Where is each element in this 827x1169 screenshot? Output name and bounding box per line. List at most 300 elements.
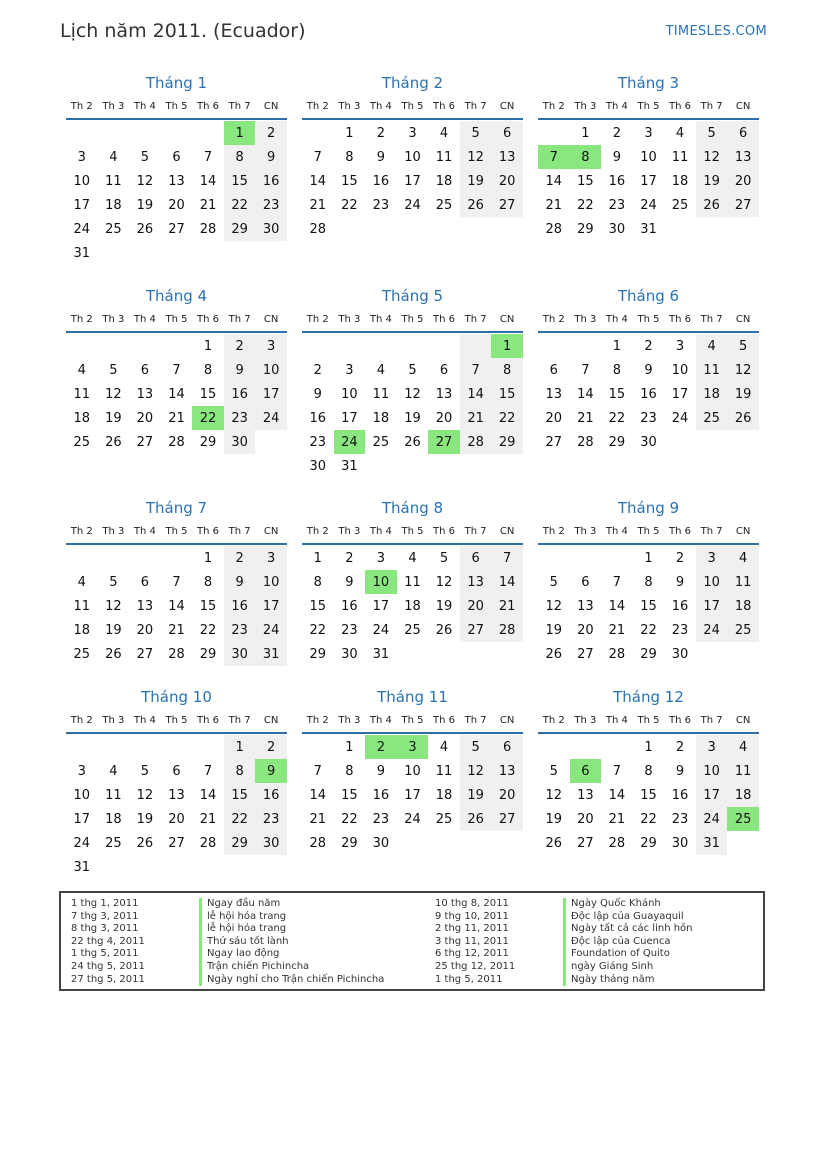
day-cell[interactable]: 25 [435, 811, 453, 827]
day-cell[interactable]: 28 [545, 221, 563, 237]
day-cell[interactable]: 13 [136, 386, 154, 402]
day-cell[interactable]: 26 [727, 406, 759, 430]
day-cell[interactable]: 16 [372, 173, 390, 189]
day-cell[interactable]: 23 [372, 811, 390, 827]
day-cell[interactable]: 2 [612, 125, 622, 141]
day-cell[interactable]: 14 [608, 598, 626, 614]
day-cell[interactable]: 8 [612, 362, 622, 378]
day-cell[interactable]: 27 [491, 193, 523, 217]
day-cell[interactable]: 24 [671, 410, 689, 426]
day-cell[interactable]: 6 [581, 574, 590, 590]
day-cell[interactable]: 15 [341, 173, 358, 189]
day-cell[interactable]: 17 [404, 173, 421, 189]
day-cell[interactable]: 15 [640, 598, 657, 614]
day-cell[interactable]: 22 [224, 807, 256, 831]
day-cell[interactable]: 23 [255, 193, 287, 217]
day-cell[interactable]: 19 [105, 622, 122, 638]
day-cell[interactable]: 26 [435, 622, 453, 638]
day-cell[interactable]: 12 [435, 574, 453, 590]
day-cell[interactable]: 8 [224, 759, 256, 783]
day-cell[interactable]: 1 [644, 739, 653, 755]
day-cell[interactable]: 27 [545, 434, 563, 450]
day-cell[interactable]: 18 [435, 787, 453, 803]
day-cell[interactable]: 30 [224, 430, 256, 454]
day-cell[interactable]: 29 [224, 217, 256, 241]
day-cell[interactable]: 26 [460, 807, 492, 831]
day-cell[interactable]: 30 [671, 835, 689, 851]
day-cell[interactable]: 16 [255, 169, 287, 193]
day-cell[interactable]: 19 [136, 811, 154, 827]
day-cell[interactable]: 18 [73, 410, 91, 426]
day-cell[interactable]: 15 [309, 598, 327, 614]
day-cell[interactable]: 19 [545, 622, 563, 638]
day-cell[interactable]: 13 [491, 759, 523, 783]
day-cell[interactable]: 11 [696, 358, 728, 382]
day-cell[interactable]: 14 [608, 787, 626, 803]
day-cell[interactable]: 26 [545, 646, 563, 662]
day-cell[interactable]: 23 [341, 622, 358, 638]
day-cell[interactable]: 11 [73, 598, 91, 614]
day-cell[interactable]: 21 [608, 811, 626, 827]
day-cell[interactable]: 25 [73, 434, 91, 450]
day-cell[interactable]: 4 [77, 362, 86, 378]
day-cell[interactable]: 13 [577, 787, 594, 803]
day-cell[interactable]: 11 [727, 759, 759, 783]
day-cell[interactable]: 12 [460, 759, 492, 783]
day-cell[interactable]: 14 [168, 598, 185, 614]
day-cell[interactable]: 24 [404, 197, 421, 213]
day-cell[interactable]: 7 [313, 149, 322, 165]
day-cell[interactable]: 20 [136, 622, 154, 638]
day-cell[interactable]: 26 [404, 434, 421, 450]
day-cell[interactable]: 3 [255, 546, 287, 570]
day-cell[interactable]: 30 [341, 646, 358, 662]
day-cell[interactable]: 14 [199, 173, 217, 189]
day-cell[interactable]: 20 [168, 197, 185, 213]
day-cell[interactable]: 17 [372, 598, 390, 614]
day-cell[interactable]: 17 [696, 594, 728, 618]
day-cell[interactable]: 16 [224, 382, 256, 406]
day-cell[interactable]: 24 [73, 221, 91, 237]
day-cell[interactable]: 29 [199, 646, 217, 662]
day-cell[interactable]: 2 [255, 735, 287, 759]
day-cell[interactable]: 28 [577, 434, 594, 450]
day-cell[interactable]: 13 [168, 173, 185, 189]
day-cell[interactable]: 21 [199, 811, 217, 827]
day-cell[interactable]: 23 [372, 197, 390, 213]
day-cell[interactable]: 27 [168, 835, 185, 851]
day-cell[interactable]: 29 [608, 434, 626, 450]
day-cell[interactable]: 27 [727, 193, 759, 217]
day-cell[interactable]: 12 [105, 386, 122, 402]
day-cell[interactable]: 14 [309, 173, 327, 189]
day-cell[interactable]: 18 [727, 783, 759, 807]
day-cell[interactable]: 6 [439, 362, 449, 378]
day-cell[interactable]: 19 [105, 410, 122, 426]
day-cell[interactable]: 3 [696, 735, 728, 759]
day-cell[interactable]: 11 [435, 149, 453, 165]
day-cell[interactable]: 4 [727, 546, 759, 570]
holiday-day-cell[interactable]: 10 [365, 570, 397, 594]
day-cell[interactable]: 6 [727, 121, 759, 145]
day-cell[interactable]: 4 [675, 125, 685, 141]
day-cell[interactable]: 2 [313, 362, 322, 378]
day-cell[interactable]: 9 [376, 763, 386, 779]
day-cell[interactable]: 14 [309, 787, 327, 803]
day-cell[interactable]: 23 [671, 622, 689, 638]
day-cell[interactable]: 24 [255, 406, 287, 430]
day-cell[interactable]: 21 [309, 811, 327, 827]
day-cell[interactable]: 8 [203, 574, 213, 590]
holiday-day-cell[interactable]: 7 [538, 145, 570, 169]
day-cell[interactable]: 27 [136, 434, 154, 450]
day-cell[interactable]: 2 [255, 121, 287, 145]
day-cell[interactable]: 5 [408, 362, 417, 378]
day-cell[interactable]: 6 [140, 574, 150, 590]
day-cell[interactable]: 28 [460, 430, 492, 454]
day-cell[interactable]: 28 [608, 646, 626, 662]
day-cell[interactable]: 15 [491, 382, 523, 406]
day-cell[interactable]: 9 [644, 362, 653, 378]
day-cell[interactable]: 18 [727, 594, 759, 618]
day-cell[interactable]: 5 [140, 763, 150, 779]
day-cell[interactable]: 5 [696, 121, 728, 145]
day-cell[interactable]: 3 [408, 125, 417, 141]
day-cell[interactable]: 12 [136, 173, 154, 189]
day-cell[interactable]: 14 [199, 787, 217, 803]
day-cell[interactable]: 27 [577, 646, 594, 662]
day-cell[interactable]: 19 [460, 783, 492, 807]
day-cell[interactable]: 18 [671, 173, 689, 189]
day-cell[interactable]: 9 [612, 149, 622, 165]
day-cell[interactable]: 1 [203, 338, 213, 354]
day-cell[interactable]: 11 [105, 787, 122, 803]
day-cell[interactable]: 30 [309, 458, 327, 474]
day-cell[interactable]: 19 [727, 382, 759, 406]
day-cell[interactable]: 3 [675, 338, 685, 354]
day-cell[interactable]: 31 [73, 245, 91, 261]
holiday-day-cell[interactable]: 24 [334, 430, 366, 454]
day-cell[interactable]: 15 [640, 787, 657, 803]
day-cell[interactable]: 26 [105, 434, 122, 450]
day-cell[interactable]: 16 [309, 410, 327, 426]
day-cell[interactable]: 6 [460, 546, 492, 570]
day-cell[interactable]: 2 [675, 739, 685, 755]
day-cell[interactable]: 6 [549, 362, 558, 378]
day-cell[interactable]: 7 [203, 149, 213, 165]
day-cell[interactable]: 25 [105, 221, 122, 237]
day-cell[interactable]: 2 [345, 550, 354, 566]
day-cell[interactable]: 21 [199, 197, 217, 213]
day-cell[interactable]: 17 [696, 783, 728, 807]
day-cell[interactable]: 7 [612, 763, 622, 779]
day-cell[interactable]: 15 [199, 386, 217, 402]
day-cell[interactable]: 1 [581, 125, 590, 141]
day-cell[interactable]: 14 [577, 386, 594, 402]
day-cell[interactable]: 12 [404, 386, 421, 402]
day-cell[interactable]: 9 [345, 574, 354, 590]
day-cell[interactable]: 9 [224, 570, 256, 594]
day-cell[interactable]: 30 [255, 831, 287, 855]
day-cell[interactable]: 2 [224, 546, 256, 570]
day-cell[interactable]: 12 [136, 787, 154, 803]
day-cell[interactable]: 27 [136, 646, 154, 662]
day-cell[interactable]: 7 [581, 362, 590, 378]
day-cell[interactable]: 18 [372, 410, 390, 426]
day-cell[interactable]: 20 [577, 811, 594, 827]
day-cell[interactable]: 3 [77, 763, 86, 779]
day-cell[interactable]: 3 [255, 334, 287, 358]
day-cell[interactable]: 31 [341, 458, 358, 474]
day-cell[interactable]: 1 [345, 739, 354, 755]
day-cell[interactable]: 23 [640, 410, 657, 426]
day-cell[interactable]: 6 [172, 763, 181, 779]
day-cell[interactable]: 27 [460, 618, 492, 642]
day-cell[interactable]: 8 [644, 763, 653, 779]
day-cell[interactable]: 26 [545, 835, 563, 851]
day-cell[interactable]: 10 [255, 358, 287, 382]
day-cell[interactable]: 8 [644, 574, 653, 590]
day-cell[interactable]: 25 [404, 622, 421, 638]
day-cell[interactable]: 20 [168, 811, 185, 827]
day-cell[interactable]: 29 [640, 835, 657, 851]
day-cell[interactable]: 28 [168, 434, 185, 450]
day-cell[interactable]: 1 [612, 338, 622, 354]
day-cell[interactable]: 3 [345, 362, 354, 378]
day-cell[interactable]: 8 [491, 358, 523, 382]
day-cell[interactable]: 23 [608, 197, 626, 213]
day-cell[interactable]: 29 [199, 434, 217, 450]
day-cell[interactable]: 13 [136, 598, 154, 614]
day-cell[interactable]: 25 [696, 406, 728, 430]
day-cell[interactable]: 14 [491, 570, 523, 594]
day-cell[interactable]: 18 [404, 598, 421, 614]
day-cell[interactable]: 18 [696, 382, 728, 406]
day-cell[interactable]: 5 [109, 362, 118, 378]
day-cell[interactable]: 18 [435, 173, 453, 189]
day-cell[interactable]: 11 [105, 173, 122, 189]
day-cell[interactable]: 20 [491, 169, 523, 193]
day-cell[interactable]: 5 [549, 763, 558, 779]
day-cell[interactable]: 4 [408, 550, 417, 566]
day-cell[interactable]: 10 [404, 763, 421, 779]
day-cell[interactable]: 12 [696, 145, 728, 169]
day-cell[interactable]: 5 [439, 550, 449, 566]
day-cell[interactable]: 9 [255, 145, 287, 169]
day-cell[interactable]: 18 [73, 622, 91, 638]
day-cell[interactable]: 5 [140, 149, 150, 165]
day-cell[interactable]: 7 [172, 574, 181, 590]
holiday-day-cell[interactable]: 1 [491, 334, 523, 358]
day-cell[interactable]: 17 [73, 197, 91, 213]
day-cell[interactable]: 10 [696, 570, 728, 594]
day-cell[interactable]: 13 [435, 386, 453, 402]
day-cell[interactable]: 4 [727, 735, 759, 759]
day-cell[interactable]: 8 [345, 763, 354, 779]
day-cell[interactable]: 23 [255, 807, 287, 831]
day-cell[interactable]: 29 [309, 646, 327, 662]
day-cell[interactable]: 22 [640, 622, 657, 638]
day-cell[interactable]: 17 [255, 594, 287, 618]
day-cell[interactable]: 21 [460, 406, 492, 430]
day-cell[interactable]: 4 [109, 763, 118, 779]
day-cell[interactable]: 10 [696, 759, 728, 783]
day-cell[interactable]: 13 [577, 598, 594, 614]
day-cell[interactable]: 4 [77, 574, 86, 590]
day-cell[interactable]: 20 [545, 410, 563, 426]
day-cell[interactable]: 14 [545, 173, 563, 189]
day-cell[interactable]: 24 [696, 807, 728, 831]
day-cell[interactable]: 27 [168, 221, 185, 237]
holiday-day-cell[interactable]: 25 [727, 807, 759, 831]
day-cell[interactable]: 2 [675, 550, 685, 566]
day-cell[interactable]: 31 [372, 646, 390, 662]
day-cell[interactable]: 26 [136, 835, 154, 851]
day-cell[interactable]: 10 [73, 787, 91, 803]
day-cell[interactable]: 24 [73, 835, 91, 851]
day-cell[interactable]: 6 [491, 121, 523, 145]
day-cell[interactable]: 30 [255, 217, 287, 241]
day-cell[interactable]: 31 [73, 859, 91, 875]
day-cell[interactable]: 28 [168, 646, 185, 662]
day-cell[interactable]: 20 [491, 783, 523, 807]
day-cell[interactable]: 9 [376, 149, 386, 165]
day-cell[interactable]: 21 [545, 197, 563, 213]
day-cell[interactable]: 25 [727, 618, 759, 642]
day-cell[interactable]: 10 [671, 362, 689, 378]
day-cell[interactable]: 17 [73, 811, 91, 827]
day-cell[interactable]: 11 [435, 763, 453, 779]
day-cell[interactable]: 24 [372, 622, 390, 638]
day-cell[interactable]: 19 [696, 169, 728, 193]
day-cell[interactable]: 3 [696, 546, 728, 570]
day-cell[interactable]: 6 [172, 149, 181, 165]
day-cell[interactable]: 17 [341, 410, 358, 426]
day-cell[interactable]: 29 [341, 835, 358, 851]
day-cell[interactable]: 17 [671, 386, 689, 402]
day-cell[interactable]: 19 [136, 197, 154, 213]
day-cell[interactable]: 29 [577, 221, 594, 237]
day-cell[interactable]: 10 [73, 173, 91, 189]
day-cell[interactable]: 5 [109, 574, 118, 590]
day-cell[interactable]: 10 [341, 386, 358, 402]
day-cell[interactable]: 17 [255, 382, 287, 406]
day-cell[interactable]: 22 [309, 622, 327, 638]
day-cell[interactable]: 15 [577, 173, 594, 189]
day-cell[interactable]: 15 [199, 598, 217, 614]
day-cell[interactable]: 18 [105, 811, 122, 827]
day-cell[interactable]: 24 [640, 197, 657, 213]
day-cell[interactable]: 29 [224, 831, 256, 855]
day-cell[interactable]: 21 [168, 410, 185, 426]
day-cell[interactable]: 1 [345, 125, 354, 141]
day-cell[interactable]: 20 [460, 594, 492, 618]
day-cell[interactable]: 15 [608, 386, 626, 402]
day-cell[interactable]: 8 [313, 574, 322, 590]
day-cell[interactable]: 16 [608, 173, 626, 189]
day-cell[interactable]: 3 [77, 149, 86, 165]
day-cell[interactable]: 7 [491, 546, 523, 570]
day-cell[interactable]: 12 [545, 787, 563, 803]
day-cell[interactable]: 4 [439, 125, 449, 141]
day-cell[interactable]: 22 [199, 622, 217, 638]
holiday-day-cell[interactable]: 27 [428, 430, 460, 454]
day-cell[interactable]: 8 [345, 149, 354, 165]
day-cell[interactable]: 1 [224, 735, 256, 759]
day-cell[interactable]: 10 [640, 149, 657, 165]
day-cell[interactable]: 13 [727, 145, 759, 169]
day-cell[interactable]: 11 [671, 149, 689, 165]
day-cell[interactable]: 8 [224, 145, 256, 169]
day-cell[interactable]: 16 [671, 787, 689, 803]
day-cell[interactable]: 20 [136, 410, 154, 426]
day-cell[interactable]: 23 [671, 811, 689, 827]
holiday-day-cell[interactable]: 9 [255, 759, 287, 783]
day-cell[interactable]: 9 [224, 358, 256, 382]
day-cell[interactable]: 22 [640, 811, 657, 827]
holiday-day-cell[interactable]: 22 [192, 406, 224, 430]
day-cell[interactable]: 26 [136, 221, 154, 237]
day-cell[interactable]: 6 [491, 735, 523, 759]
day-cell[interactable]: 27 [491, 807, 523, 831]
day-cell[interactable]: 20 [577, 622, 594, 638]
day-cell[interactable]: 28 [608, 835, 626, 851]
day-cell[interactable]: 21 [608, 622, 626, 638]
day-cell[interactable]: 4 [439, 739, 449, 755]
day-cell[interactable]: 9 [675, 763, 685, 779]
holiday-day-cell[interactable]: 8 [570, 145, 602, 169]
day-cell[interactable]: 19 [435, 598, 453, 614]
day-cell[interactable]: 27 [577, 835, 594, 851]
day-cell[interactable]: 25 [73, 646, 91, 662]
day-cell[interactable]: 16 [640, 386, 657, 402]
day-cell[interactable]: 3 [376, 550, 386, 566]
day-cell[interactable]: 4 [696, 334, 728, 358]
holiday-day-cell[interactable]: 3 [397, 735, 429, 759]
day-cell[interactable]: 12 [545, 598, 563, 614]
day-cell[interactable]: 7 [313, 763, 322, 779]
day-cell[interactable]: 8 [203, 362, 213, 378]
day-cell[interactable]: 11 [73, 386, 91, 402]
day-cell[interactable]: 5 [460, 735, 492, 759]
day-cell[interactable]: 15 [341, 787, 358, 803]
day-cell[interactable]: 16 [224, 594, 256, 618]
day-cell[interactable]: 5 [549, 574, 558, 590]
day-cell[interactable]: 22 [224, 193, 256, 217]
day-cell[interactable]: 25 [105, 835, 122, 851]
day-cell[interactable]: 30 [608, 221, 626, 237]
day-cell[interactable]: 29 [640, 646, 657, 662]
day-cell[interactable]: 11 [404, 574, 421, 590]
day-cell[interactable]: 28 [309, 835, 327, 851]
day-cell[interactable]: 28 [309, 221, 327, 237]
day-cell[interactable]: 28 [199, 835, 217, 851]
day-cell[interactable]: 14 [168, 386, 185, 402]
day-cell[interactable]: 7 [460, 358, 492, 382]
day-cell[interactable]: 30 [640, 434, 657, 450]
day-cell[interactable]: 20 [435, 410, 453, 426]
day-cell[interactable]: 15 [224, 783, 256, 807]
day-cell[interactable]: 30 [671, 646, 689, 662]
day-cell[interactable]: 25 [372, 434, 390, 450]
site-brand[interactable]: TIMESLES.COM [665, 24, 767, 39]
day-cell[interactable]: 22 [491, 406, 523, 430]
day-cell[interactable]: 23 [224, 406, 256, 430]
day-cell[interactable]: 26 [105, 646, 122, 662]
day-cell[interactable]: 13 [545, 386, 563, 402]
day-cell[interactable]: 18 [105, 197, 122, 213]
day-cell[interactable]: 26 [696, 193, 728, 217]
